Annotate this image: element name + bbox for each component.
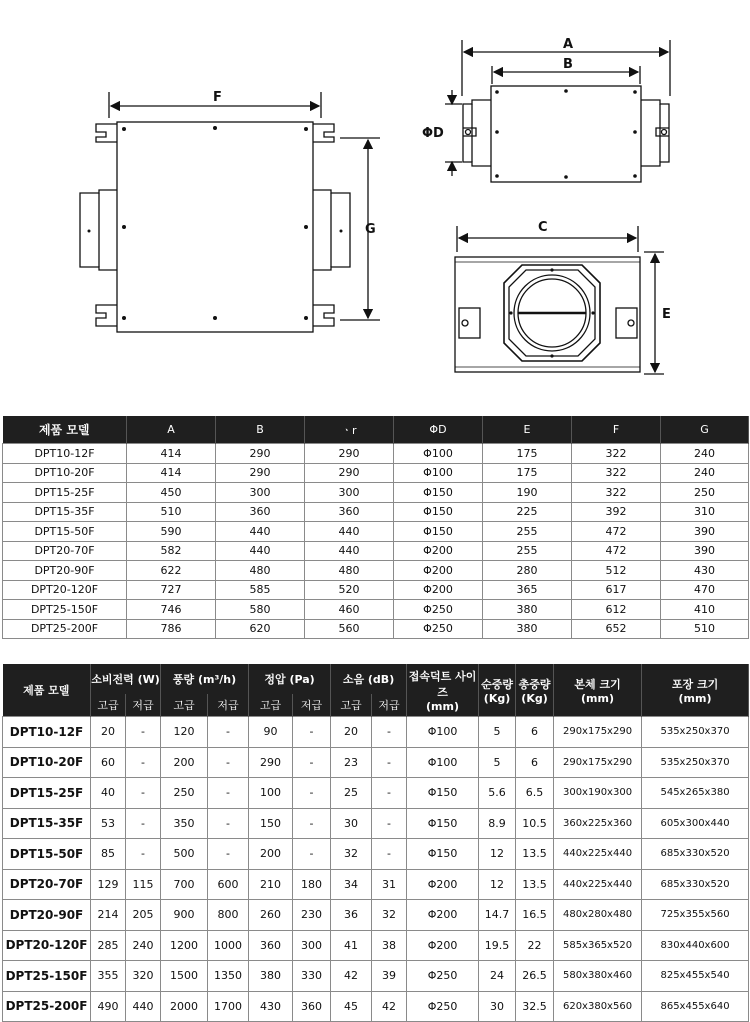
table-cell: 240 xyxy=(661,463,749,483)
table-cell: 460 xyxy=(305,600,394,620)
table-cell: Φ200 xyxy=(407,930,479,961)
spec-header-pack-size xyxy=(642,664,749,717)
table-cell: 1000 xyxy=(208,930,249,961)
sub-header-low: 저급 xyxy=(126,694,161,717)
spec-header-model: 제품 모델 xyxy=(3,664,91,717)
table-cell: 175 xyxy=(483,463,572,483)
table-cell: 560 xyxy=(305,619,394,639)
table-cell: 90 xyxy=(249,717,293,748)
table-cell: 5.6 xyxy=(479,778,516,809)
table-cell: Φ150 xyxy=(394,522,483,542)
table-cell: 40 xyxy=(91,778,126,809)
sub-header-low: 저급 xyxy=(372,694,407,717)
table-cell: 585x365x520 xyxy=(554,930,642,961)
spec-row xyxy=(3,930,749,961)
table-cell: 42 xyxy=(372,991,407,1022)
table-cell: 30 xyxy=(331,808,372,839)
table-cell: 16.5 xyxy=(516,900,554,931)
table-cell: 24 xyxy=(479,961,516,992)
model-cell: DPT25-200F xyxy=(3,991,91,1022)
table-cell: 440x225x440 xyxy=(554,839,642,870)
model-cell: DPT10-20F xyxy=(3,463,127,483)
table-cell: 520 xyxy=(305,580,394,600)
table-cell: - xyxy=(372,717,407,748)
table-cell: - xyxy=(208,808,249,839)
table-cell: 26.5 xyxy=(516,961,554,992)
table-cell: 2000 xyxy=(161,991,208,1022)
table-cell: 300 xyxy=(216,483,305,503)
spec-header-power: 소비전력 (W) xyxy=(91,664,161,694)
table-cell: 360 xyxy=(216,502,305,522)
table-cell: 410 xyxy=(661,600,749,620)
table-cell: 320 xyxy=(126,961,161,992)
table-cell: 512 xyxy=(572,561,661,581)
table-cell: 725x355x560 xyxy=(642,900,749,931)
product-diagrams xyxy=(0,0,750,400)
dim-label-e: E xyxy=(662,307,671,322)
spec-row xyxy=(3,900,749,931)
table-cell: 42 xyxy=(331,961,372,992)
sub-header-high: 고급 xyxy=(331,694,372,717)
table-cell: 129 xyxy=(91,869,126,900)
table-cell: - xyxy=(372,808,407,839)
table-cell: - xyxy=(293,747,331,778)
table-cell: 685x330x520 xyxy=(642,869,749,900)
dimensions-row xyxy=(3,580,749,600)
dimensions-row xyxy=(3,444,749,464)
table-cell: 12 xyxy=(479,839,516,870)
table-cell: 13.5 xyxy=(516,869,554,900)
table-cell: 205 xyxy=(126,900,161,931)
col-header-d: ΦD xyxy=(394,416,483,444)
spec-row xyxy=(3,839,749,870)
table-cell: 582 xyxy=(127,541,216,561)
table-cell: 580x380x460 xyxy=(554,961,642,992)
table-cell: 285 xyxy=(91,930,126,961)
table-cell: 32 xyxy=(372,900,407,931)
model-cell: DPT15-25F xyxy=(3,778,91,809)
model-cell: DPT15-50F xyxy=(3,839,91,870)
col-header-a: A xyxy=(127,416,216,444)
table-cell: Φ100 xyxy=(394,463,483,483)
table-cell: - xyxy=(293,808,331,839)
table-cell: 360x225x360 xyxy=(554,808,642,839)
table-cell: - xyxy=(372,778,407,809)
table-cell: 190 xyxy=(483,483,572,503)
table-cell: 5 xyxy=(479,747,516,778)
table-cell: - xyxy=(372,747,407,778)
table-cell: 380 xyxy=(483,600,572,620)
spec-row xyxy=(3,808,749,839)
table-cell: 300 xyxy=(305,483,394,503)
table-cell: 45 xyxy=(331,991,372,1022)
table-cell: - xyxy=(208,778,249,809)
table-cell: 255 xyxy=(483,522,572,542)
table-cell: 510 xyxy=(661,619,749,639)
table-cell: 290 xyxy=(216,463,305,483)
model-cell: DPT25-200F xyxy=(3,619,127,639)
table-cell: 240 xyxy=(661,444,749,464)
table-cell: 430 xyxy=(661,561,749,581)
table-cell: 230 xyxy=(293,900,331,931)
col-header-c: ㆍr xyxy=(305,416,394,444)
table-cell: 6 xyxy=(516,747,554,778)
table-cell: 490 xyxy=(91,991,126,1022)
table-cell: 535x250x370 xyxy=(642,747,749,778)
model-cell: DPT25-150F xyxy=(3,961,91,992)
spec-table-body xyxy=(3,717,749,1022)
table-cell: 53 xyxy=(91,808,126,839)
dimensions-row xyxy=(3,463,749,483)
table-cell: Φ200 xyxy=(407,869,479,900)
dimensions-row xyxy=(3,600,749,620)
table-cell: 380 xyxy=(249,961,293,992)
table-cell: Φ200 xyxy=(394,561,483,581)
dimensions-table-body xyxy=(3,444,749,639)
table-cell: Φ200 xyxy=(394,541,483,561)
table-cell: 290 xyxy=(305,463,394,483)
table-cell: 620x380x560 xyxy=(554,991,642,1022)
table-cell: 330 xyxy=(293,961,331,992)
spec-header-gross-weight xyxy=(516,664,554,717)
table-cell: 175 xyxy=(483,444,572,464)
table-cell: Φ150 xyxy=(407,808,479,839)
table-cell: Φ200 xyxy=(394,580,483,600)
dimensions-row xyxy=(3,541,749,561)
model-cell: DPT20-120F xyxy=(3,930,91,961)
dim-label-a: A xyxy=(563,37,574,52)
table-cell: 480x280x480 xyxy=(554,900,642,931)
table-cell: Φ250 xyxy=(394,600,483,620)
table-cell: 322 xyxy=(572,463,661,483)
spec-row xyxy=(3,778,749,809)
table-cell: 290x175x290 xyxy=(554,747,642,778)
sub-header-high: 고급 xyxy=(161,694,208,717)
table-cell: Φ200 xyxy=(407,900,479,931)
table-cell: 260 xyxy=(249,900,293,931)
spec-row xyxy=(3,991,749,1022)
dim-label-c: C xyxy=(538,220,548,235)
table-cell: 440 xyxy=(126,991,161,1022)
table-cell: 360 xyxy=(305,502,394,522)
model-cell: DPT15-35F xyxy=(3,808,91,839)
table-cell: 430 xyxy=(249,991,293,1022)
dimensions-row xyxy=(3,561,749,581)
spec-header-body-size-label: 본체 크기 xyxy=(574,677,621,691)
model-cell: DPT10-20F xyxy=(3,747,91,778)
col-header-g: G xyxy=(661,416,749,444)
side-view-diagram xyxy=(445,40,670,182)
table-cell: - xyxy=(126,778,161,809)
table-cell: 255 xyxy=(483,541,572,561)
table-cell: 36 xyxy=(331,900,372,931)
dimensions-row xyxy=(3,483,749,503)
col-header-model: 제품 모델 xyxy=(3,416,127,444)
table-cell: 622 xyxy=(127,561,216,581)
sub-header-high: 고급 xyxy=(249,694,293,717)
table-cell: Φ150 xyxy=(407,778,479,809)
table-cell: 800 xyxy=(208,900,249,931)
model-cell: DPT20-90F xyxy=(3,561,127,581)
table-cell: Φ100 xyxy=(407,717,479,748)
table-cell: 20 xyxy=(331,717,372,748)
table-cell: 685x330x520 xyxy=(642,839,749,870)
table-cell: 545x265x380 xyxy=(642,778,749,809)
col-header-e: E xyxy=(483,416,572,444)
table-cell: 1350 xyxy=(208,961,249,992)
spec-header-airflow: 풍량 (m³/h) xyxy=(161,664,249,694)
spec-header-net-weight xyxy=(479,664,516,717)
table-cell: 414 xyxy=(127,444,216,464)
table-cell: 280 xyxy=(483,561,572,581)
table-cell: 440 xyxy=(216,522,305,542)
spec-header-duct xyxy=(407,664,479,717)
table-cell: 22 xyxy=(516,930,554,961)
sub-header-low: 저급 xyxy=(293,694,331,717)
table-cell: 30 xyxy=(479,991,516,1022)
dimensions-row xyxy=(3,522,749,542)
spec-header-pack-size-label: 포장 크기 xyxy=(671,677,719,691)
table-cell: 100 xyxy=(249,778,293,809)
table-cell: 450 xyxy=(127,483,216,503)
table-cell: 34 xyxy=(331,869,372,900)
spec-table xyxy=(2,664,749,1022)
table-cell: 322 xyxy=(572,483,661,503)
table-cell: 472 xyxy=(572,522,661,542)
table-cell: - xyxy=(208,717,249,748)
table-cell: 480 xyxy=(305,561,394,581)
model-cell: DPT20-90F xyxy=(3,900,91,931)
table-cell: 865x455x640 xyxy=(642,991,749,1022)
table-cell: 225 xyxy=(483,502,572,522)
table-cell: 500 xyxy=(161,839,208,870)
dim-label-g: G xyxy=(365,222,376,237)
spec-header-net-weight-label: 순중량 xyxy=(481,677,513,691)
spec-header-row-1 xyxy=(3,664,749,694)
table-cell: 60 xyxy=(91,747,126,778)
table-cell: 5 xyxy=(479,717,516,748)
table-cell: - xyxy=(208,839,249,870)
table-cell: 620 xyxy=(216,619,305,639)
table-cell: 290 xyxy=(305,444,394,464)
table-cell: 1700 xyxy=(208,991,249,1022)
table-cell: 617 xyxy=(572,580,661,600)
table-cell: - xyxy=(293,839,331,870)
table-cell: 727 xyxy=(127,580,216,600)
table-cell: 290x175x290 xyxy=(554,717,642,748)
table-cell: 580 xyxy=(216,600,305,620)
table-cell: 38 xyxy=(372,930,407,961)
table-cell: - xyxy=(372,839,407,870)
table-cell: 120 xyxy=(161,717,208,748)
table-cell: 360 xyxy=(293,991,331,1022)
table-cell: 115 xyxy=(126,869,161,900)
table-cell: Φ150 xyxy=(394,502,483,522)
table-cell: 380 xyxy=(483,619,572,639)
spec-header-duct-unit: (mm) xyxy=(426,699,460,713)
spec-header-duct-label: 접속덕트 사이즈 xyxy=(408,669,477,699)
table-cell: 440 xyxy=(216,541,305,561)
table-cell: Φ250 xyxy=(394,619,483,639)
table-cell: 250 xyxy=(661,483,749,503)
model-cell: DPT15-25F xyxy=(3,483,127,503)
table-cell: 350 xyxy=(161,808,208,839)
dimensions-header-row xyxy=(3,416,749,444)
table-cell: 310 xyxy=(661,502,749,522)
table-cell: 12 xyxy=(479,869,516,900)
table-cell: 355 xyxy=(91,961,126,992)
table-cell: 825x455x540 xyxy=(642,961,749,992)
spec-header-body-size-unit: (mm) xyxy=(581,691,615,705)
table-cell: 25 xyxy=(331,778,372,809)
table-cell: 180 xyxy=(293,869,331,900)
table-cell: - xyxy=(293,717,331,748)
table-cell: 85 xyxy=(91,839,126,870)
table-cell: 240 xyxy=(126,930,161,961)
table-cell: 32 xyxy=(331,839,372,870)
table-cell: 300 xyxy=(293,930,331,961)
table-cell: 39 xyxy=(372,961,407,992)
table-cell: 440x225x440 xyxy=(554,869,642,900)
table-cell: 31 xyxy=(372,869,407,900)
model-cell: DPT25-150F xyxy=(3,600,127,620)
table-cell: 200 xyxy=(249,839,293,870)
dim-label-d: ΦD xyxy=(422,126,444,141)
model-cell: DPT20-70F xyxy=(3,541,127,561)
table-cell: 150 xyxy=(249,808,293,839)
col-header-f: F xyxy=(572,416,661,444)
spec-header-body-size xyxy=(554,664,642,717)
table-cell: 535x250x370 xyxy=(642,717,749,748)
table-cell: 440 xyxy=(305,522,394,542)
table-cell: 390 xyxy=(661,522,749,542)
table-cell: 290 xyxy=(216,444,305,464)
table-cell: 365 xyxy=(483,580,572,600)
model-cell: DPT15-50F xyxy=(3,522,127,542)
table-cell: 1200 xyxy=(161,930,208,961)
spec-header-net-weight-unit: (Kg) xyxy=(483,691,511,705)
table-cell: 214 xyxy=(91,900,126,931)
table-cell: 652 xyxy=(572,619,661,639)
table-cell: Φ150 xyxy=(394,483,483,503)
table-cell: 1500 xyxy=(161,961,208,992)
table-cell: 210 xyxy=(249,869,293,900)
spec-row xyxy=(3,747,749,778)
table-cell: 590 xyxy=(127,522,216,542)
table-cell: 10.5 xyxy=(516,808,554,839)
spec-header-pressure: 정압 (Pa) xyxy=(249,664,331,694)
spec-row xyxy=(3,869,749,900)
table-cell: - xyxy=(126,839,161,870)
table-cell: 20 xyxy=(91,717,126,748)
table-cell: 14.7 xyxy=(479,900,516,931)
table-cell: Φ100 xyxy=(407,747,479,778)
table-cell: 19.5 xyxy=(479,930,516,961)
table-cell: Φ250 xyxy=(407,991,479,1022)
dim-label-b: B xyxy=(563,57,573,72)
dimensions-row xyxy=(3,619,749,639)
sub-header-high: 고급 xyxy=(91,694,126,717)
table-cell: 300x190x300 xyxy=(554,778,642,809)
table-cell: 440 xyxy=(305,541,394,561)
table-cell: 605x300x440 xyxy=(642,808,749,839)
table-cell: 360 xyxy=(249,930,293,961)
table-cell: 470 xyxy=(661,580,749,600)
dimensions-table xyxy=(2,416,749,639)
table-cell: 390 xyxy=(661,541,749,561)
spec-header-noise: 소음 (dB) xyxy=(331,664,407,694)
table-cell: 32.5 xyxy=(516,991,554,1022)
table-cell: - xyxy=(126,808,161,839)
spec-header-gross-weight-unit: (Kg) xyxy=(521,691,548,705)
table-cell: 13.5 xyxy=(516,839,554,870)
table-cell: 746 xyxy=(127,600,216,620)
table-cell: 585 xyxy=(216,580,305,600)
model-cell: DPT20-70F xyxy=(3,869,91,900)
table-cell: - xyxy=(126,717,161,748)
model-cell: DPT10-12F xyxy=(3,717,91,748)
front-view-diagram xyxy=(455,226,664,374)
model-cell: DPT15-35F xyxy=(3,502,127,522)
model-cell: DPT10-12F xyxy=(3,444,127,464)
spec-row xyxy=(3,961,749,992)
table-cell: 414 xyxy=(127,463,216,483)
model-cell: DPT20-120F xyxy=(3,580,127,600)
table-cell: 392 xyxy=(572,502,661,522)
table-cell: Φ150 xyxy=(407,839,479,870)
table-cell: 612 xyxy=(572,600,661,620)
table-cell: 472 xyxy=(572,541,661,561)
table-cell: 23 xyxy=(331,747,372,778)
spec-header-pack-size-unit: (mm) xyxy=(678,691,712,705)
table-cell: 8.9 xyxy=(479,808,516,839)
table-cell: Φ250 xyxy=(407,961,479,992)
table-cell: 510 xyxy=(127,502,216,522)
table-cell: 250 xyxy=(161,778,208,809)
table-cell: - xyxy=(126,747,161,778)
dimensions-row xyxy=(3,502,749,522)
sub-header-low: 저급 xyxy=(208,694,249,717)
table-cell: 6 xyxy=(516,717,554,748)
table-cell: 200 xyxy=(161,747,208,778)
table-cell: Φ100 xyxy=(394,444,483,464)
table-cell: 6.5 xyxy=(516,778,554,809)
table-cell: 480 xyxy=(216,561,305,581)
dim-label-f: F xyxy=(213,90,222,105)
table-cell: 322 xyxy=(572,444,661,464)
table-cell: 41 xyxy=(331,930,372,961)
table-cell: 830x440x600 xyxy=(642,930,749,961)
table-cell: 290 xyxy=(249,747,293,778)
table-cell: 900 xyxy=(161,900,208,931)
table-cell: 786 xyxy=(127,619,216,639)
spec-header-gross-weight-label: 총중량 xyxy=(518,677,551,691)
table-cell: - xyxy=(293,778,331,809)
table-cell: 600 xyxy=(208,869,249,900)
col-header-b: B xyxy=(216,416,305,444)
spec-row xyxy=(3,717,749,748)
table-cell: - xyxy=(208,747,249,778)
top-view-diagram xyxy=(80,92,380,332)
table-cell: 700 xyxy=(161,869,208,900)
